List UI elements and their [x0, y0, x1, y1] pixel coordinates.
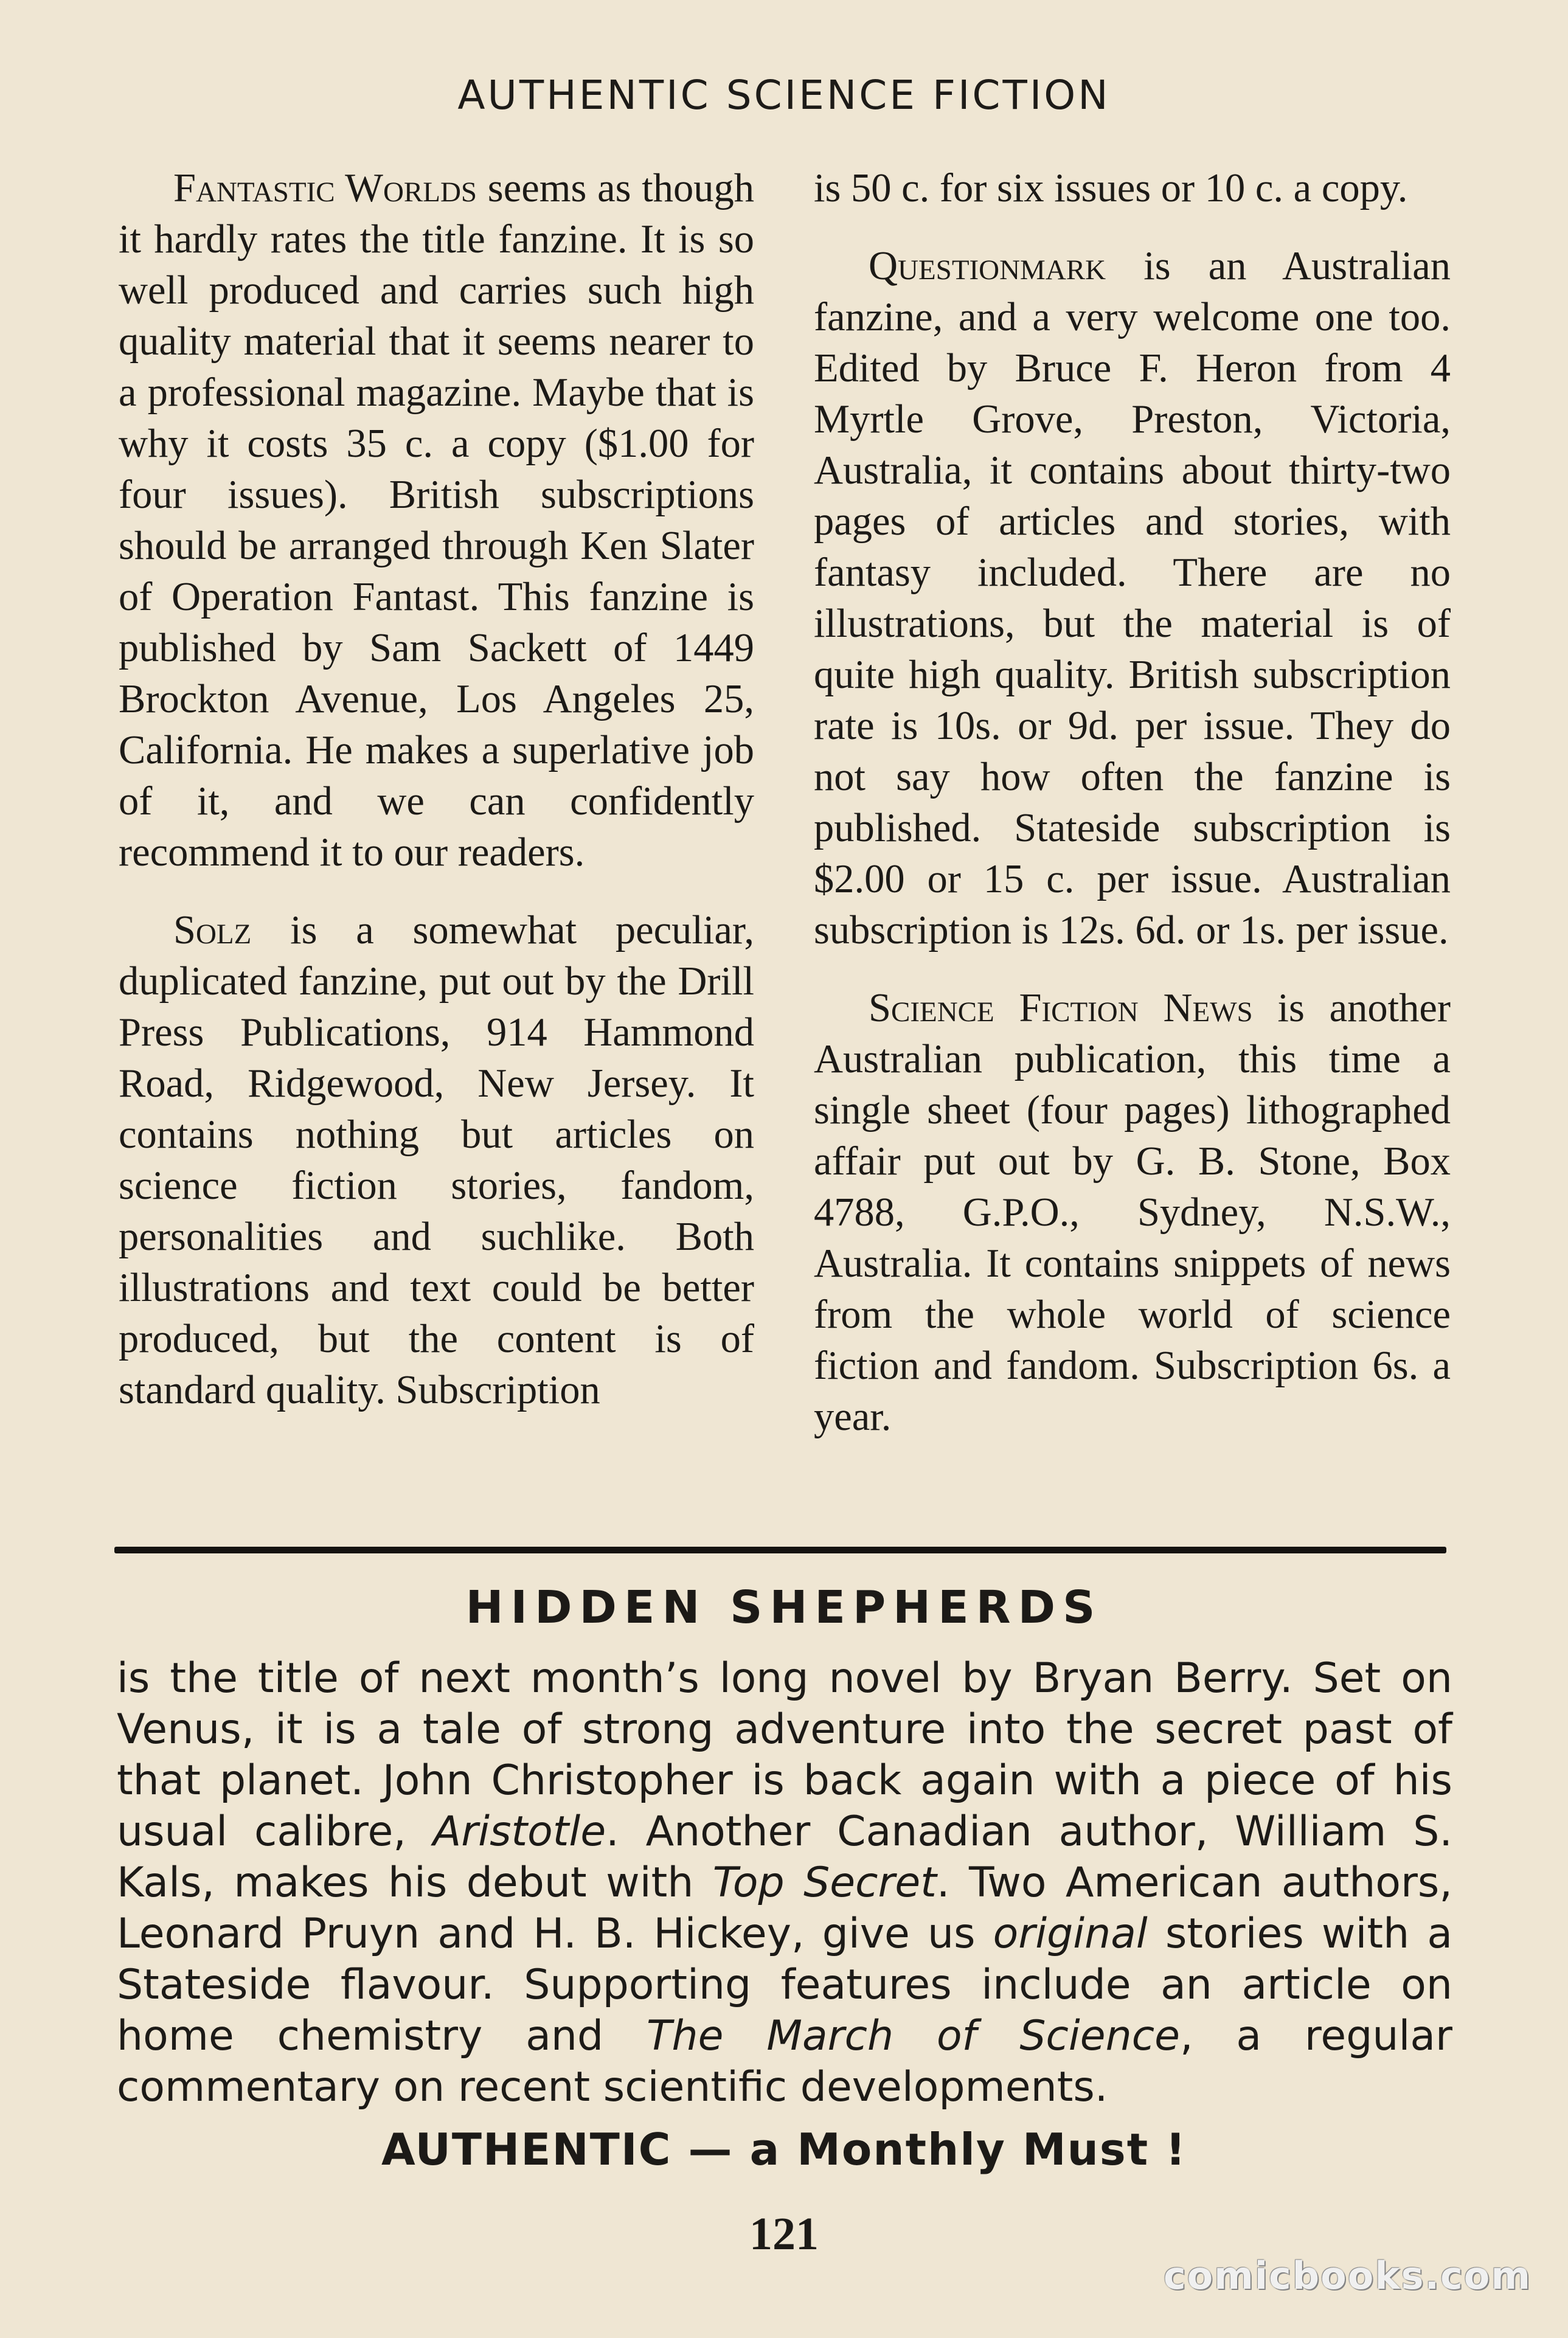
fanzine-title: Solz [173, 908, 252, 952]
announcement-heading: HIDDEN SHEPHERDS [465, 1581, 1103, 1634]
review-questionmark [814, 241, 1451, 956]
review-fantastic-worlds [119, 163, 754, 878]
fanzine-title: Science Fiction News [869, 986, 1253, 1030]
review-text: is another Australian publication, this time a single sheet (four pages) lithographed affair put out by G. B. Stone, Box 4788, G.P.O., Sydney, N.S.W., Australia. It contains snippets of news from the whole world of science fiction and fandom. Subscription 6s. a year. [814, 986, 1451, 1439]
review-solz-continued: is 50 c. for six issues or 10 c. a copy. [814, 166, 1408, 210]
watermark: comicbooks.com [1163, 2253, 1532, 2298]
fanzine-title: Fantastic Worlds [173, 166, 477, 210]
review-science-fiction-news [814, 983, 1451, 1443]
right-column [814, 163, 1451, 1443]
review-text: is an Australian fanzine, and a very welcome one too. Edited by Bruce F. Heron from 4 Myrtle Grove, Preston, Victoria, Australia, it contains about thirty-two pages of articles and stories, with fantasy included. There are no illustrations, but the material is of quite high quality. British subscription rate is 10s. or 9d. per issue. They do not say how often the fanzine is published. Stateside subscription is $2.00 or 15 c. per issue. Australian subscription is 12s. 6d. or 1s. per issue. [814, 244, 1451, 952]
announcement-body: is the title of next month’s long novel by Bryan Berry. Set on Venus, it is a tale of strong adventure into the secret past of that planet. John Christopher is back again with a piece of his usual calibre, Aristotle. Another Canadian author, William S. Kals, makes his debut with Top Secret. Two American authors, Leonard Pruyn and H. B. Hickey, give us original stories with a Stateside flavour. Supporting features include an article on home chemistry and The March of Science, a regular commentary on recent scientific developments. [117, 1654, 1453, 2111]
fanzine-title: Questionmark [869, 244, 1106, 288]
page-number: 121 [749, 2208, 819, 2260]
emphasis: original [993, 1910, 1148, 1958]
tagline: AUTHENTIC — a Monthly Must ! [381, 2124, 1187, 2175]
review-solz [119, 905, 754, 1416]
running-head: AUTHENTIC SCIENCE FICTION [457, 72, 1111, 119]
review-text: seems as though it hardly rates the title fanzine. It is so well produced and carries such high quality material that it seems nearer to a professional magazine. Maybe that is why it costs 35 c. a copy ($1.00 for four issues). British subscriptions should be arranged through Ken Slater of Operation Fantast. This fanzine is published by Sam Sackett of 1449 Brockton Avenue, Los Angeles 25, California. He makes a superlative job of it, and we can confidently recommend it to our readers. [119, 166, 754, 875]
feature-title: The March of Science [647, 2012, 1180, 2060]
story-title: Aristotle [432, 1808, 606, 1856]
story-title: Top Secret [712, 1859, 937, 1907]
review-text: is a somewhat peculiar, duplicated fanzine, put out by the Drill Press Publications, 914 Hammond Road, Ridgewood, New Jersey. It contains nothing but articles on science fiction stories, fandom, personalities and suchlike. Both illustrations and text could be better produced, but the content is of standard quality. Subscription [119, 908, 754, 1412]
section-divider [114, 1547, 1446, 1553]
left-column [119, 163, 754, 1416]
